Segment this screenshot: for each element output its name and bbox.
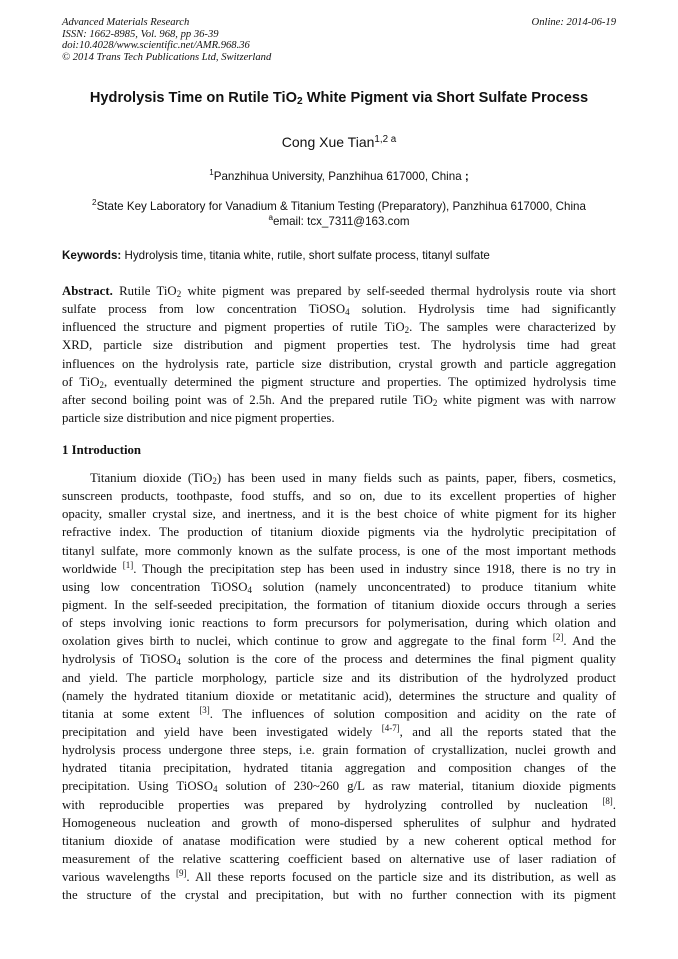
section-heading: 1 Introduction — [62, 443, 142, 457]
keywords: Keywords: Hydrolysis time, titania white, rutile, short sulfate process, titanyl sulfate — [62, 249, 490, 262]
online-date: Online: 2014-06-19 — [531, 17, 616, 28]
affiliation-1: $^1$Panzhihua University, Panzhihua 617000, China ; — [209, 168, 469, 183]
author-name: Cong Xue Tian — [281, 134, 375, 150]
citation: [4-7] — [381, 722, 400, 733]
abstract: Abstract. Rutile TiO$_2$ white pigment was prepared by self-seeded thermal hydrolysis route via short sulfate process from low concentration TiOSO$_4$ solution. Hydrolysis time had significantly influenced the structure and pigment properties of rutile TiO$_2$. The samples were characterized by XRD, particle size distribution and pigment properties test. The hydrolysis time had great influences on the hydrolysis rate, particle size distribution, crystal growth and particle aggregation of TiO$_2$, eventually determined the pigment structure and properties. The optimized hydrolysis time after second boiling point was of 2.5h. And the prepared rutile TiO$_2$ white pigment was with narrow particle size distribution and nice pigment properties. — [62, 284, 617, 425]
citation: [9] — [175, 868, 187, 879]
doi-line: doi:10.4028/www.scientific.net/AMR.968.36 — [62, 40, 250, 51]
author-email: $^a$email: tcx_7311@163.com — [268, 213, 410, 228]
affiliation-2: $^2$State Key Laboratory for Vanadium & Titanium Testing (Preparatory), Panzhihua 617000, China — [92, 198, 586, 213]
author-line: Cong Xue Tian$^{1,2 a}$ — [281, 134, 397, 150]
issn-line: ISSN: 1662-8985, Vol. 968, pp 36-39 — [62, 28, 219, 40]
introduction-body: Titanium dioxide (TiO$_2$) has been used in many fields such as paints, paper, fibers, cosmetics, sunscreen products, toothpaste, food stuffs, and so on, due to its excellent properties of higher opacity, smaller crystal size, and inertness, and it is the best choice of white pigment for its higher refractive index. The production of titanium dioxide pigments via the hydrolytic precipitation of titanyl sulfate, more commonly known as the sulfate process, is one of the most important methods worldwide [1]. Though the precipitation step has been used in industry since 1918, there is no try in using low concentration TiOSO$_4$ solution (namely unconcentrated) to produce titanium white pigment. In the self-seeded precipitation, the formation of titanium dioxide occurs through a series of steps involving ionic reactions to form precursors for polymerisation, during which olation and oxolation gives birth to nuclei, which continue to grow and aggregate to the final form [2]. And the hydrolysis of TiOSO$_4$ solution is the core of the process and determines the final pigment quality and yield. The particle morphology, particle size and its distribution of the hydrolyzed product (namely the hydrated titanium dioxide or metatitanic acid), determines the structure and quality of titania at some extent [3]. The influences of solution composition and acidity on the rate of precipitation and yield have been investigated widely [4-7], and all the reports stated that the hydrolysis process undergone three steps, i.e. grain formation of crystallization, nuclei growth and hydrated titania precipitation, hydrated titania aggregation and composition changes of the precipitation. Using TiOSO$_4$ solution of 230~260 g/L as raw material, titanium dioxide pigments with reproducible properties was prepared by hydrolyzing controlled by nucleation [8]. Homogeneous nucleation and growth of mono-dispersed spherulites of sulphur and hydrated titanium dioxide of anatase modification were studied by a new coherent optical method for measurement of the relative scattering coefficient based on alternative use of laser radiation of various wavelengths [9]. All these reports focused on the particle size and its distribution, as well as the structure of the crystal and precipitation, but with no further connection with its pigment — [62, 471, 617, 903]
abstract-label: Abstract. — [62, 284, 113, 298]
citation: [1] — [122, 559, 134, 570]
journal-name: Advanced Materials Research — [62, 17, 190, 28]
citation: [8] — [602, 795, 613, 806]
journal-header — [62, 17, 271, 63]
citation: [3] — [199, 704, 210, 715]
citation: [2] — [552, 632, 564, 643]
paper-title: Hydrolysis Time on Rutile TiO$_2$ White Pigment via Short Sulfate Process — [89, 90, 589, 107]
copyright-line: © 2014 Trans Tech Publications Ltd, Switzerland — [62, 51, 272, 63]
